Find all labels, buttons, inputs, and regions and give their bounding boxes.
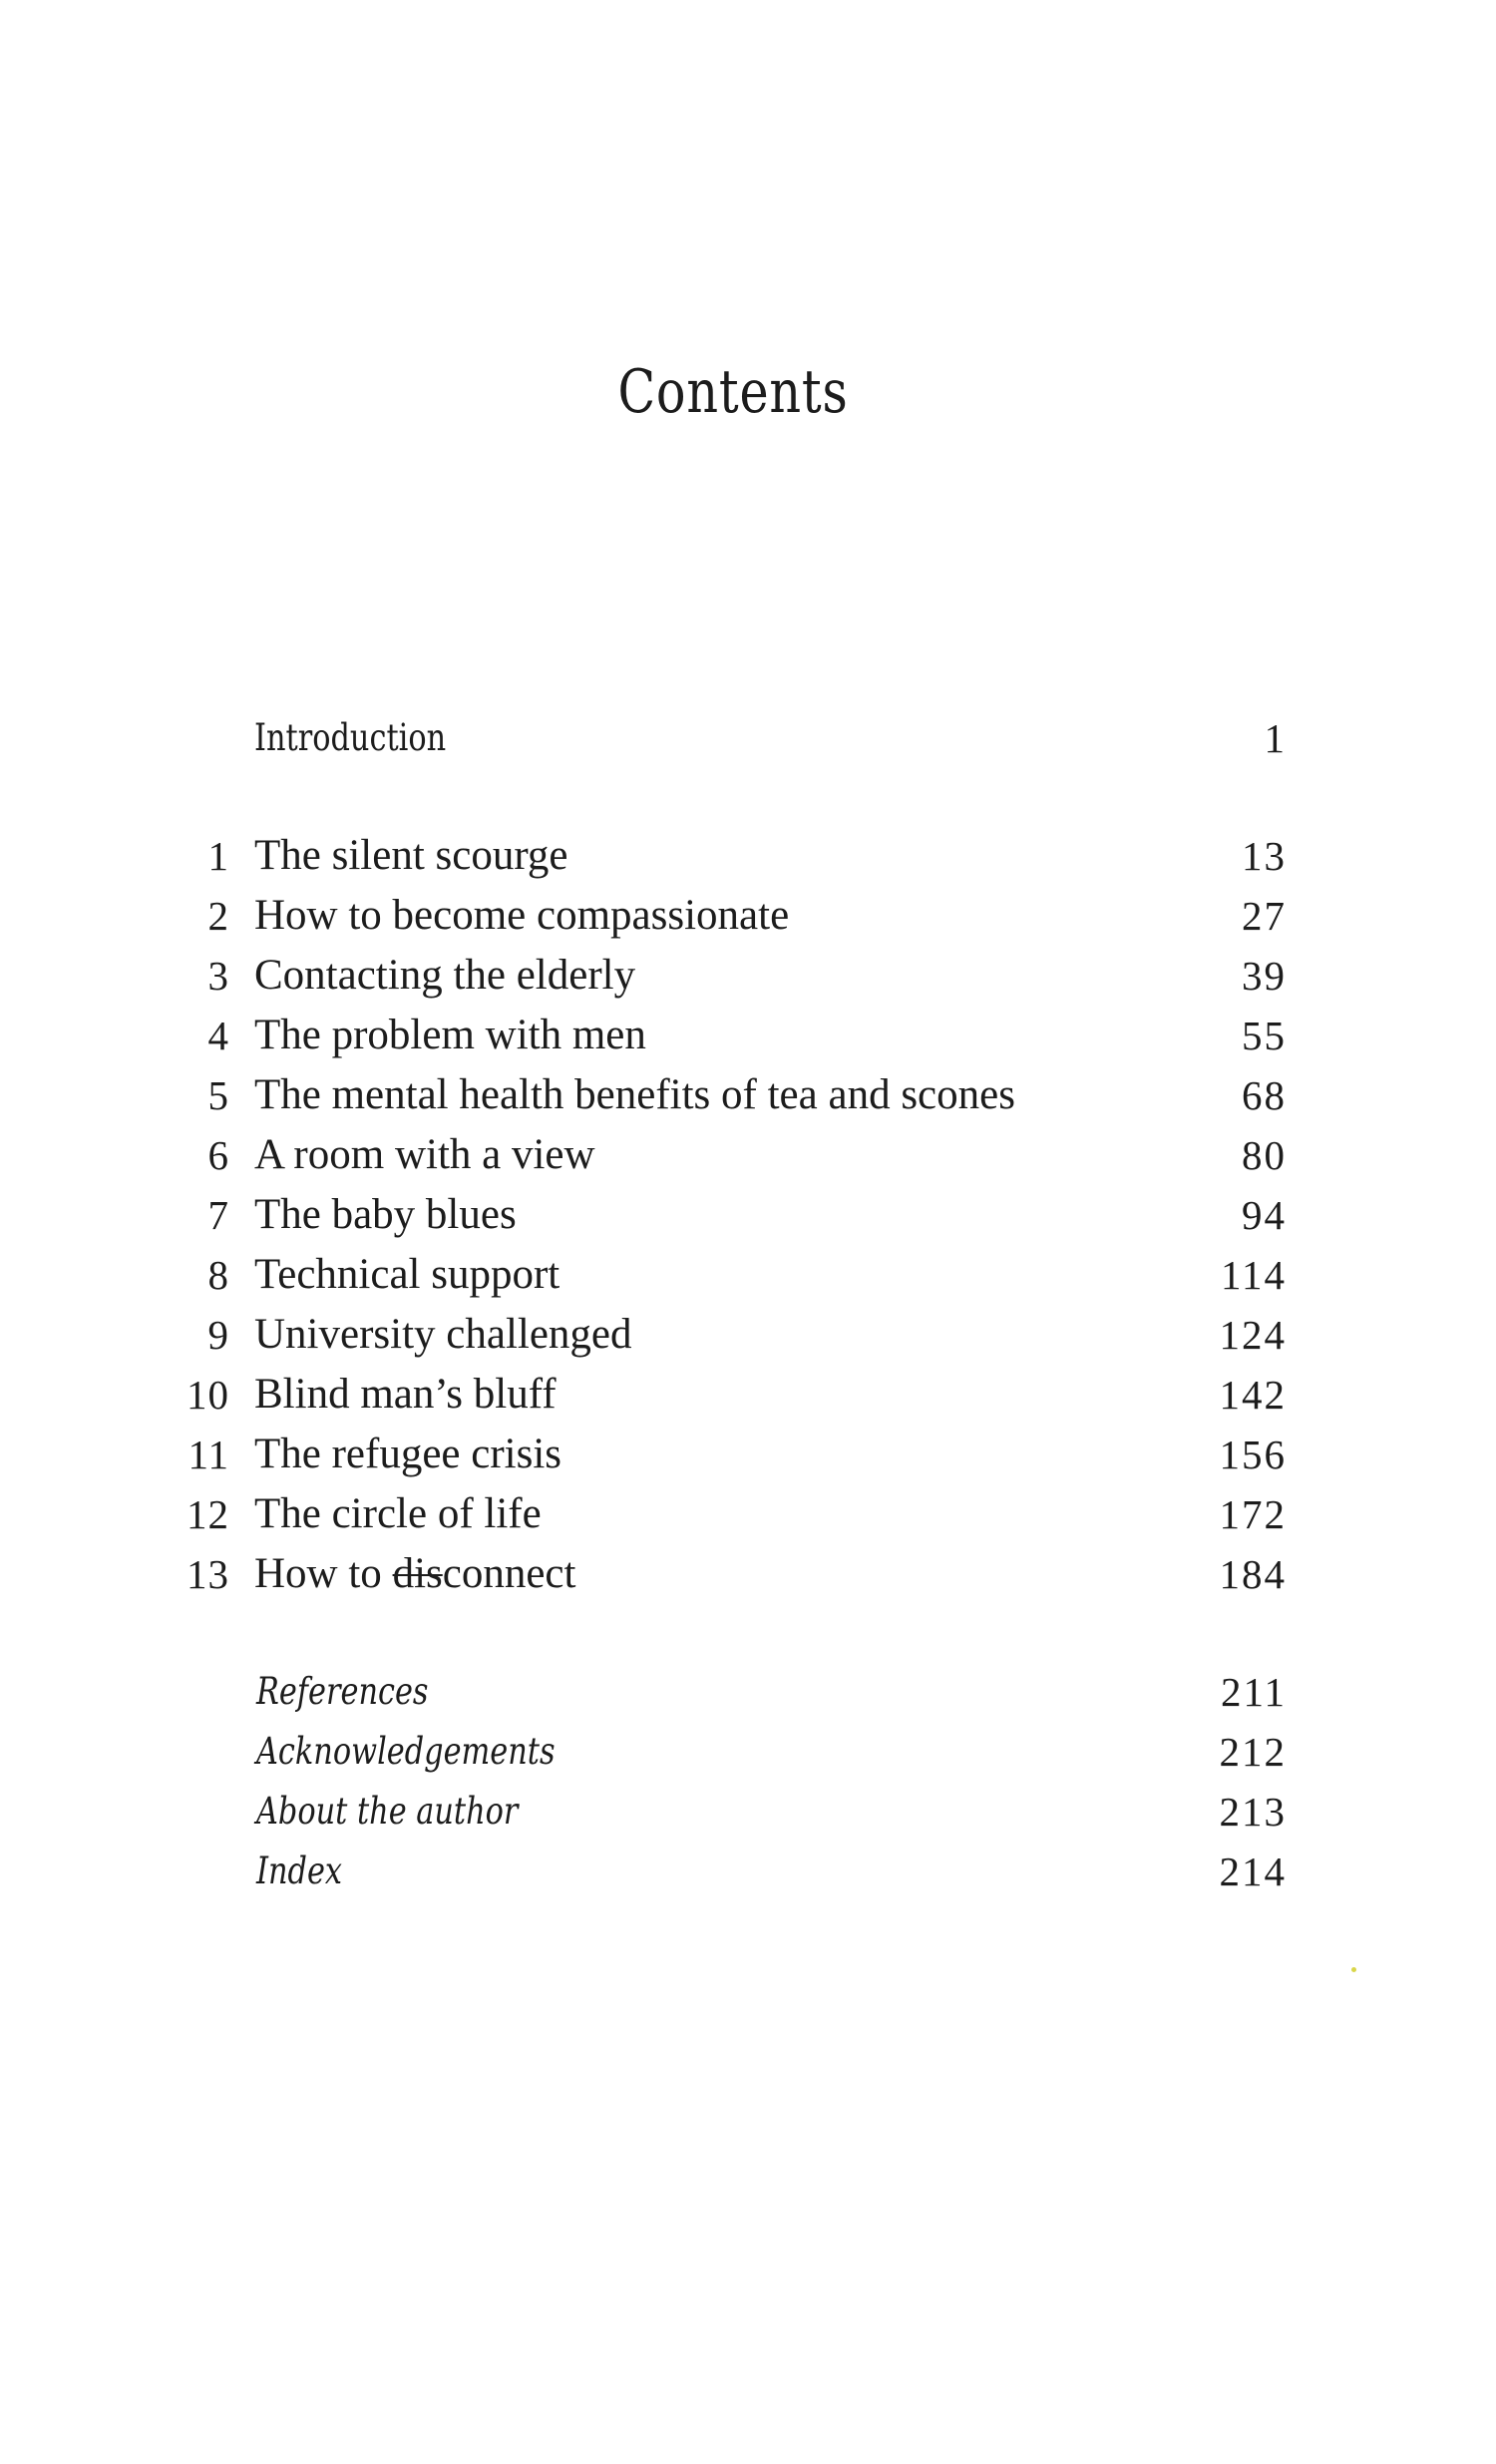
chapter-title: Contacting the elderly: [254, 952, 636, 999]
toc-entry-label: Introduction: [254, 716, 447, 759]
chapter-title: University challenged: [254, 1311, 632, 1358]
toc-entry-page: 213: [1219, 1789, 1287, 1835]
chapter-page: 184: [1219, 1551, 1287, 1597]
toc-chapter-8[interactable]: [0, 1247, 1496, 1303]
chapter-number: 5: [207, 1072, 229, 1118]
chapter-number: 2: [207, 893, 229, 939]
chapter-number: 8: [207, 1252, 229, 1298]
chapter-page: 124: [1219, 1312, 1287, 1358]
toc-entry-page: 1: [1264, 715, 1287, 761]
chapter-title: The problem with men: [254, 1012, 646, 1058]
toc-entry-page: 214: [1219, 1848, 1287, 1894]
chapter-title: How to become compassionate: [254, 892, 790, 939]
toc-entry-about-author[interactable]: [0, 1784, 1496, 1840]
chapter-number: 3: [207, 953, 229, 999]
chapter-title: The baby blues: [254, 1191, 517, 1238]
chapter-number: 6: [207, 1132, 229, 1178]
toc-entry-label: References: [256, 1670, 429, 1713]
chapter-number: 1: [207, 833, 229, 879]
toc-chapter-7[interactable]: [0, 1187, 1496, 1243]
toc-entry-index[interactable]: [0, 1844, 1496, 1899]
chapter-page: 94: [1242, 1192, 1287, 1238]
toc-entry-label: Acknowledgements: [256, 1730, 556, 1773]
chapter-number: 9: [207, 1312, 229, 1358]
chapter-page: 68: [1242, 1072, 1287, 1118]
toc-entry-references[interactable]: [0, 1664, 1496, 1720]
toc-chapter-5[interactable]: [0, 1067, 1496, 1123]
toc-chapter-4[interactable]: [0, 1008, 1496, 1063]
toc-chapter-10[interactable]: [0, 1367, 1496, 1423]
toc-chapter-12[interactable]: [0, 1486, 1496, 1542]
toc-chapter-9[interactable]: [0, 1307, 1496, 1363]
chapter-number: 13: [187, 1551, 229, 1597]
chapter-page: 55: [1242, 1013, 1287, 1058]
chapter-page: 114: [1221, 1252, 1287, 1298]
chapter-title-prefix: How to: [254, 1550, 393, 1597]
toc-chapter-2[interactable]: [0, 888, 1496, 944]
chapter-title: The mental health benefits of tea and scones: [254, 1071, 1015, 1118]
toc-entry-introduction[interactable]: [0, 710, 1496, 766]
toc-entry-label: Index: [256, 1849, 343, 1892]
chapter-title: [254, 1546, 575, 1602]
toc-chapter-11[interactable]: [0, 1427, 1496, 1482]
chapter-number: 12: [187, 1491, 229, 1537]
toc-chapter-6[interactable]: [0, 1127, 1496, 1183]
chapter-number: 4: [207, 1013, 229, 1058]
toc-entry-label: About the author: [256, 1790, 519, 1833]
chapter-number: 10: [187, 1372, 229, 1418]
chapter-title: A room with a view: [254, 1131, 595, 1178]
toc-entry-page: 211: [1221, 1669, 1287, 1715]
chapter-title: The silent scourge: [254, 832, 568, 879]
toc-entry-page: 212: [1219, 1729, 1287, 1775]
chapter-title: Blind man’s bluff: [254, 1371, 557, 1418]
chapter-page: 39: [1242, 953, 1287, 999]
toc-entry-acknowledgements[interactable]: [0, 1724, 1496, 1780]
chapter-page: 13: [1242, 833, 1287, 879]
chapter-page: 172: [1219, 1491, 1287, 1537]
chapter-title: The circle of life: [254, 1490, 542, 1537]
toc-chapter-3[interactable]: [0, 948, 1496, 1004]
chapter-title-struck: dis: [392, 1550, 443, 1597]
chapter-title: The refugee crisis: [254, 1431, 562, 1477]
toc-chapter-1[interactable]: [0, 828, 1496, 884]
chapter-title-suffix: connect: [442, 1550, 576, 1597]
scan-speck: [1351, 1967, 1356, 1972]
page-title: Contents: [617, 357, 849, 427]
toc-chapter-13[interactable]: [0, 1546, 1496, 1602]
chapter-title: Technical support: [254, 1251, 561, 1298]
chapter-number: 7: [207, 1192, 229, 1238]
chapter-number: 11: [187, 1432, 229, 1477]
chapter-page: 80: [1242, 1132, 1287, 1178]
chapter-page: 27: [1242, 893, 1287, 939]
chapter-page: 142: [1219, 1372, 1287, 1418]
chapter-page: 156: [1219, 1432, 1287, 1477]
